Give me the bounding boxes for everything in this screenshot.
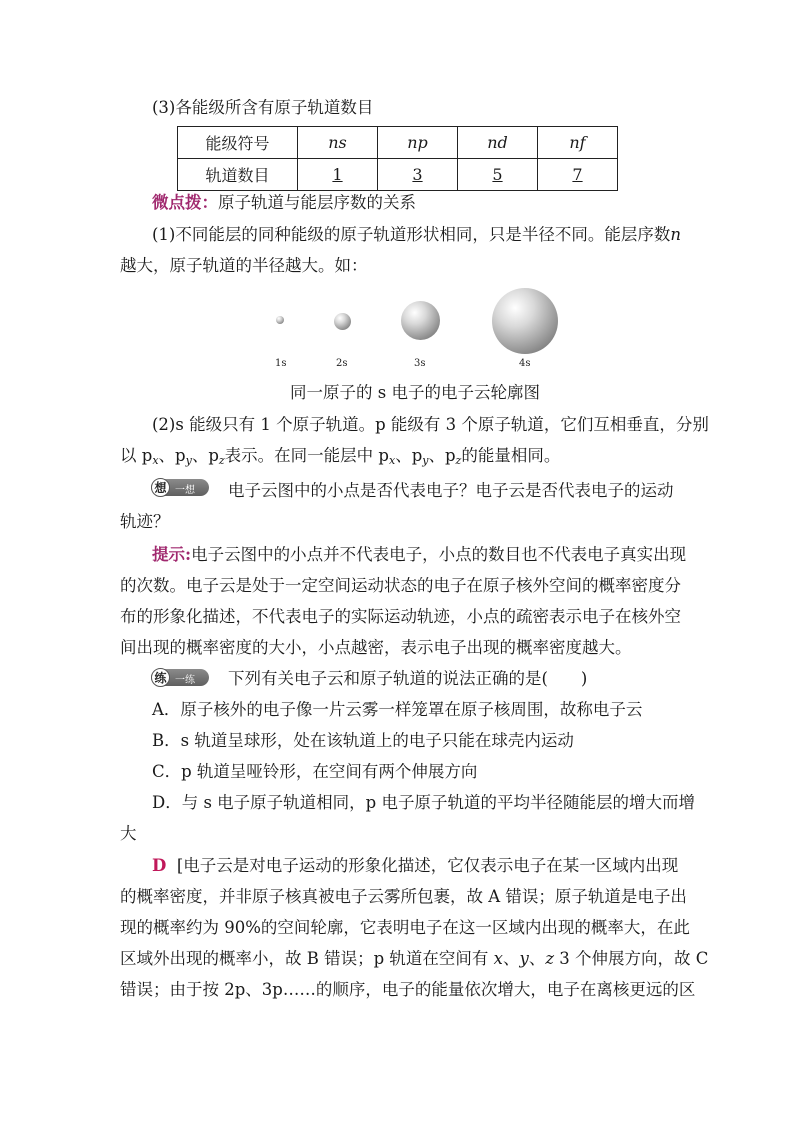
- table-cell: 3: [412, 165, 423, 184]
- text: (1)不同能层的同种能级的原子轨道形状相同，只是半径不同。能层序数: [152, 225, 671, 244]
- text: 、p: [428, 446, 456, 465]
- sphere-2s: [334, 313, 351, 330]
- option-b: B．s 轨道呈球形，处在该轨道上的电子只能在球壳内运动: [152, 731, 574, 750]
- think-badge: [151, 479, 209, 496]
- text: 、p: [158, 446, 186, 465]
- table-cell: 能级符号: [178, 127, 298, 159]
- answer-line: 的概率密度，并非原子核真被电子云雾所包裹，故 A 错误；原子轨道是电子出: [120, 887, 687, 906]
- sphere-label: 1s: [275, 358, 287, 369]
- text: 电子云图中的小点并不代表电子，小点的数目也不代表电子真实出现: [191, 545, 687, 564]
- paragraph-line: [120, 446, 560, 471]
- think-badge-text: 一想: [175, 485, 195, 496]
- sphere-4s: [492, 288, 558, 354]
- table-row: [178, 127, 618, 159]
- text: y: [519, 949, 529, 968]
- text: 、p: [191, 446, 219, 465]
- table-cell: 1: [332, 165, 343, 184]
- option-a: A．原子核外的电子像一片云雾一样笼罩在原子核周围，故称电子云: [152, 700, 643, 719]
- think-question: 电子云图中的小点是否代表电子？电子云是否代表电子的运动: [228, 481, 674, 500]
- subscript: z: [218, 454, 225, 467]
- practice-badge: [151, 669, 209, 686]
- text: n: [670, 225, 682, 244]
- sphere-label: 2s: [336, 358, 348, 369]
- subscript: y: [185, 454, 192, 467]
- answer-letter: D: [152, 856, 167, 875]
- practice-question: 下列有关电子云和原子轨道的说法正确的是( ): [228, 669, 588, 688]
- hint-line: 布的形象化描述，不代表电子的实际运动轨迹，小点的疏密表示电子在核外空: [120, 607, 681, 626]
- think-question: 轨迹？: [120, 512, 170, 531]
- practice-badge-char: 练: [151, 668, 170, 687]
- answer-line: [120, 949, 708, 969]
- table-cell: nf: [538, 127, 618, 159]
- sphere-1s: [276, 316, 284, 324]
- subscript: x: [152, 454, 159, 467]
- text: 、: [528, 949, 546, 968]
- text: 以 p: [120, 446, 153, 465]
- text: 表示。在同一能层中 p: [224, 446, 389, 465]
- think-badge-char: 想: [151, 478, 170, 497]
- hint-line: 间出现的概率密度的大小，小点越密，表示电子出现的概率密度越大。: [120, 638, 632, 657]
- text: 的能量相同。: [461, 446, 561, 465]
- text: x: [493, 949, 503, 968]
- paragraph-line: 越大，原子轨道的半径越大。如：: [120, 256, 368, 275]
- tip-text: 原子轨道与能层序数的关系: [218, 193, 416, 212]
- answer-line: 错误；由于按 2p、3p……的顺序，电子的能量依次增大，电子在离核更远的区: [120, 980, 696, 999]
- sphere-label: 3s: [414, 358, 426, 369]
- text: 区域外出现的概率小，故 B 错误；p 轨道在空间有: [120, 949, 494, 968]
- option-d: D．与 s 电子原子轨道相同，p 电子原子轨道的平均半径随能层的增大而增: [152, 793, 695, 812]
- hint-label: 提示:: [152, 545, 192, 564]
- tip-label: 微点拨：: [152, 193, 218, 212]
- text: 3 个伸展方向，故 C: [554, 949, 709, 968]
- text: [电子云是对电子运动的形象化描述，它仅表示电子在某一区域内出现: [176, 856, 679, 875]
- subscript: x: [388, 454, 396, 467]
- answer-line: 现的概率约为 90%的空间轮廓，它表明电子在这一区域内出现的概率大，在此: [120, 918, 690, 937]
- orbital-count-table: [177, 126, 618, 191]
- table-cell: nd: [458, 127, 538, 159]
- table-row: [178, 159, 618, 191]
- table-cell: 轨道数目: [178, 159, 298, 191]
- answer-line: [152, 856, 678, 876]
- table-cell: 7: [572, 165, 583, 184]
- sphere-3s: [401, 301, 440, 340]
- figure-caption: 同一原子的 s 电子的电子云轮廓图: [290, 383, 540, 402]
- sphere-label: 4s: [519, 358, 531, 369]
- option-c: C．p 轨道呈哑铃形，在空间有两个伸展方向: [152, 762, 478, 781]
- section-heading: (3)各能级所含有原子轨道数目: [152, 98, 374, 117]
- table-cell: ns: [298, 127, 378, 159]
- table-cell: np: [378, 127, 458, 159]
- hint-line: 的次数。电子云是处于一定空间运动状态的电子在原子核外空间的概率密度分: [120, 576, 681, 595]
- practice-badge-text: 一练: [175, 675, 195, 686]
- table-cell: 5: [492, 165, 503, 184]
- paragraph-line: [152, 225, 681, 245]
- subscript: y: [422, 454, 429, 467]
- text: z: [545, 949, 555, 968]
- text: 、p: [395, 446, 423, 465]
- subscript: z: [455, 454, 462, 467]
- option-d-continued: 大: [120, 824, 137, 843]
- text: 、: [502, 949, 520, 968]
- paragraph-line: (2)s 能级只有 1 个原子轨道。p 能级有 3 个原子轨道，它们互相垂直，分别: [152, 415, 709, 434]
- tip-line: [152, 193, 416, 213]
- hint-line: [152, 545, 686, 565]
